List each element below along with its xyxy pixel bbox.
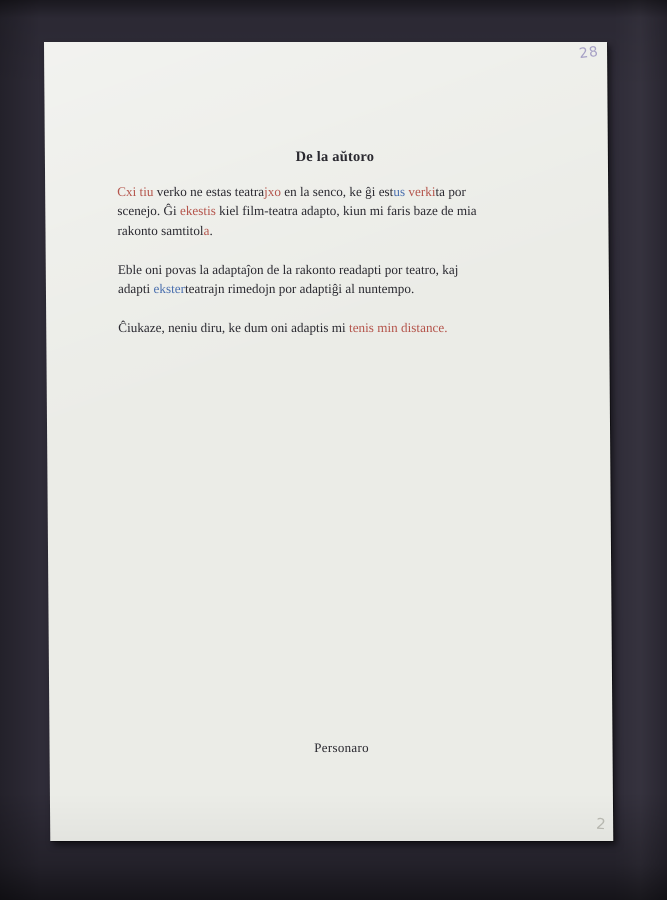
section-footer-label: Personaro: [314, 740, 369, 755]
paragraph: [118, 260, 558, 299]
text-segment-blue: ekster: [153, 281, 186, 297]
text-segment-red: .: [444, 319, 448, 335]
text-segment-ink: scenejo. Ĝi: [117, 203, 181, 219]
text-line: [118, 279, 558, 298]
text-segment-ink: verko ne estas teatra: [153, 184, 265, 199]
document-title: De la aŭtoro: [295, 149, 375, 165]
text-segment-ink: rakonto samtitol: [117, 222, 204, 238]
text-segment-ink: Ĉiukaze, neniu diru, ke dum oni adaptis mi: [118, 319, 350, 335]
text-segment-ink: Eble oni povas la adaptaĵon de la rakonto readapti por teatro, kaj: [117, 261, 459, 277]
paragraph: [118, 318, 558, 337]
text-line: [117, 201, 557, 220]
paragraph: [117, 182, 557, 240]
text-segment-red: jxo: [263, 184, 281, 199]
text-segment-ink: en la senco, ke ĝi est: [280, 184, 394, 199]
text-segment-red: Cxi tiu: [117, 184, 154, 199]
text-line: [117, 221, 557, 240]
text-segment-red: a: [203, 222, 210, 238]
text-segment-ink: kiel film-teatra adapto, kiun mi faris baze de mia: [215, 203, 477, 219]
text-segment-ink: adapti: [117, 281, 154, 297]
text-segment-blue: us: [393, 184, 406, 199]
document-body: [117, 182, 558, 357]
text-line: [118, 318, 558, 337]
text-segment-red: tenis min distance: [348, 319, 445, 335]
text-segment-ink: .: [209, 222, 213, 238]
scanned-page: [44, 42, 613, 841]
text-line: [118, 260, 558, 279]
text-segment-ink: teatrajn rimedojn por adaptiĝi al nuntempo.: [184, 281, 415, 297]
text-segment-red: ekestis: [179, 203, 216, 219]
handwritten-page-number-bottom: 2: [595, 814, 607, 834]
text-line: [117, 182, 557, 201]
text-segment-ink: ta por: [435, 184, 466, 199]
text-segment-red: verki: [408, 184, 436, 199]
handwritten-page-number-top: 28: [578, 43, 601, 63]
